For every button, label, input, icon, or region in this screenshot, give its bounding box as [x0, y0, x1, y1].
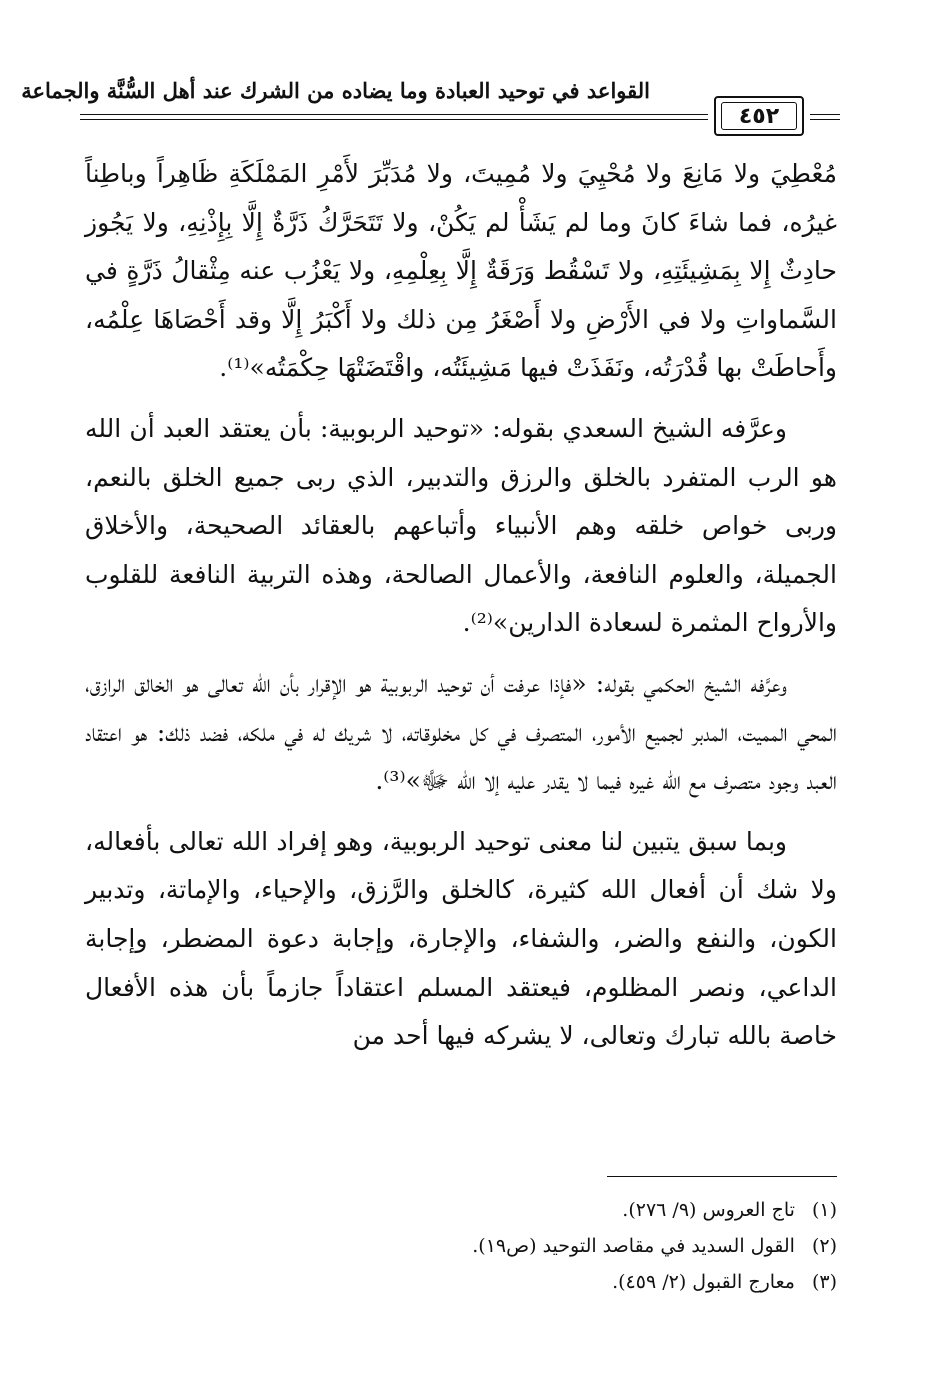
footnote-number: (١): [811, 1199, 837, 1221]
footnote-text: معارج القبول (٢/ ٤٥٩).: [612, 1271, 795, 1293]
footnotes: [137, 1192, 837, 1300]
paragraph: وعرَّفه الشيخ السعدي بقوله: «توحيد الربوبية: بأن يعتقد العبد أن الله هو الرب المتفرد بالخلق والرزق والتدبير، الذي ربى جميع الخلق بالنعم، وربى خواص خلقه وهم الأنبياء وأتباعهم بالعقائد الصحيحة، والأخلاق الجميلة، والعلوم النافعة، والأعمال الصالحة، وهذه التربية النافعة للقلوب والأرواح المثمرة لسعادة الدارين»⁽²⁾.: [85, 413, 837, 638]
main-text: [85, 150, 837, 1073]
footnote-number: (٢): [811, 1235, 837, 1257]
page-number-frame: [714, 96, 804, 136]
footnote-text: تاج العروس (٩/ ٢٧٦).: [622, 1199, 795, 1221]
header-rule-stub: [810, 114, 840, 115]
footnote: [137, 1264, 837, 1300]
header-rule: [80, 119, 708, 120]
header-rule: [80, 114, 708, 115]
footnote: [137, 1192, 837, 1228]
footnote-separator: [607, 1176, 837, 1177]
page-number: ٤٥٢: [738, 103, 780, 129]
page-number-inner-frame: [721, 102, 797, 130]
footnote-number: (٣): [811, 1271, 837, 1293]
running-title: القواعد في توحيد العبادة وما يضاده من الشرك عند أهل السُّنَّة والجماعة: [21, 78, 650, 103]
footnote: [137, 1228, 837, 1264]
footnote-text: القول السديد في مقاصد التوحيد (ص١٩).: [472, 1235, 795, 1257]
paragraph: وعرَّفه الشيخ الحكمي بقوله: «فإذا عرفت أن توحيد الربوبية هو الإقرار بأن الله تعالى هو الخالق الرازق، المحي المميت، المدبر لجميع الأمور، المتصرف في كل مخلوقاته، لا شريك له في ملكه، فضد ذلك: هو اعتقاد العبد وجود متصرف مع الله غيره فيما لا يقدر عليه إلا الله ﷻ»⁽³⁾.: [85, 668, 837, 796]
header-rule-stub: [810, 119, 840, 120]
paragraph: وبما سبق يتبين لنا معنى توحيد الربوبية، وهو إفراد الله تعالى بأفعاله، ولا شك أن أفعال الله كثيرة، كالخلق والرَّزق، والإحياء، والإماتة، وتدبير الكون، والنفع والضر، والشفاء، والإجارة، وإجابة دعوة المضطر، وإجابة الداعي، ونصر المظلوم، فيعتقد المسلم اعتقاداً جازماً بأن هذه الأفعال خاصة بالله تبارك وتعالى، لا يشركه فيها أحد من: [85, 826, 837, 1051]
paragraph: مُعْطِيَ ولا مَانِعَ ولا مُحْيِيَ ولا مُمِيتَ، ولا مُدَبِّرَ لأَمْرِ المَمْلَكَةِ ظَاهِراً وباطِناً غيرُه، فما شاءَ كانَ وما لم يَشَأْ لم يَكُنْ، ولا تَتَحَرَّكُ ذَرَّةٌ إِلَّا بِإِذْنِهِ، ولا يَجُوز حادِثٌ إِلا بِمَشِيئَتِهِ، ولا تَسْقُط وَرَقَةٌ إِلَّا بِعِلْمِهِ، ولا يَعْزُب عنه مِثْقالُ ذَرَّةٍ في السَّماواتِ ولا في الأَرْضِ ولا أَصْغَرُ مِن ذلك ولا أَكْبَرُ إِلَّا وقد أَحْصَاهَا عِلْمُه، وأَحاطَتْ بها قُدْرَتُه، ونَفَذَتْ فيها مَشِيئَتُه، واقْتَضَتْهَا حِكْمَتُه»⁽¹⁾.: [85, 159, 837, 383]
page-header: [21, 70, 840, 130]
